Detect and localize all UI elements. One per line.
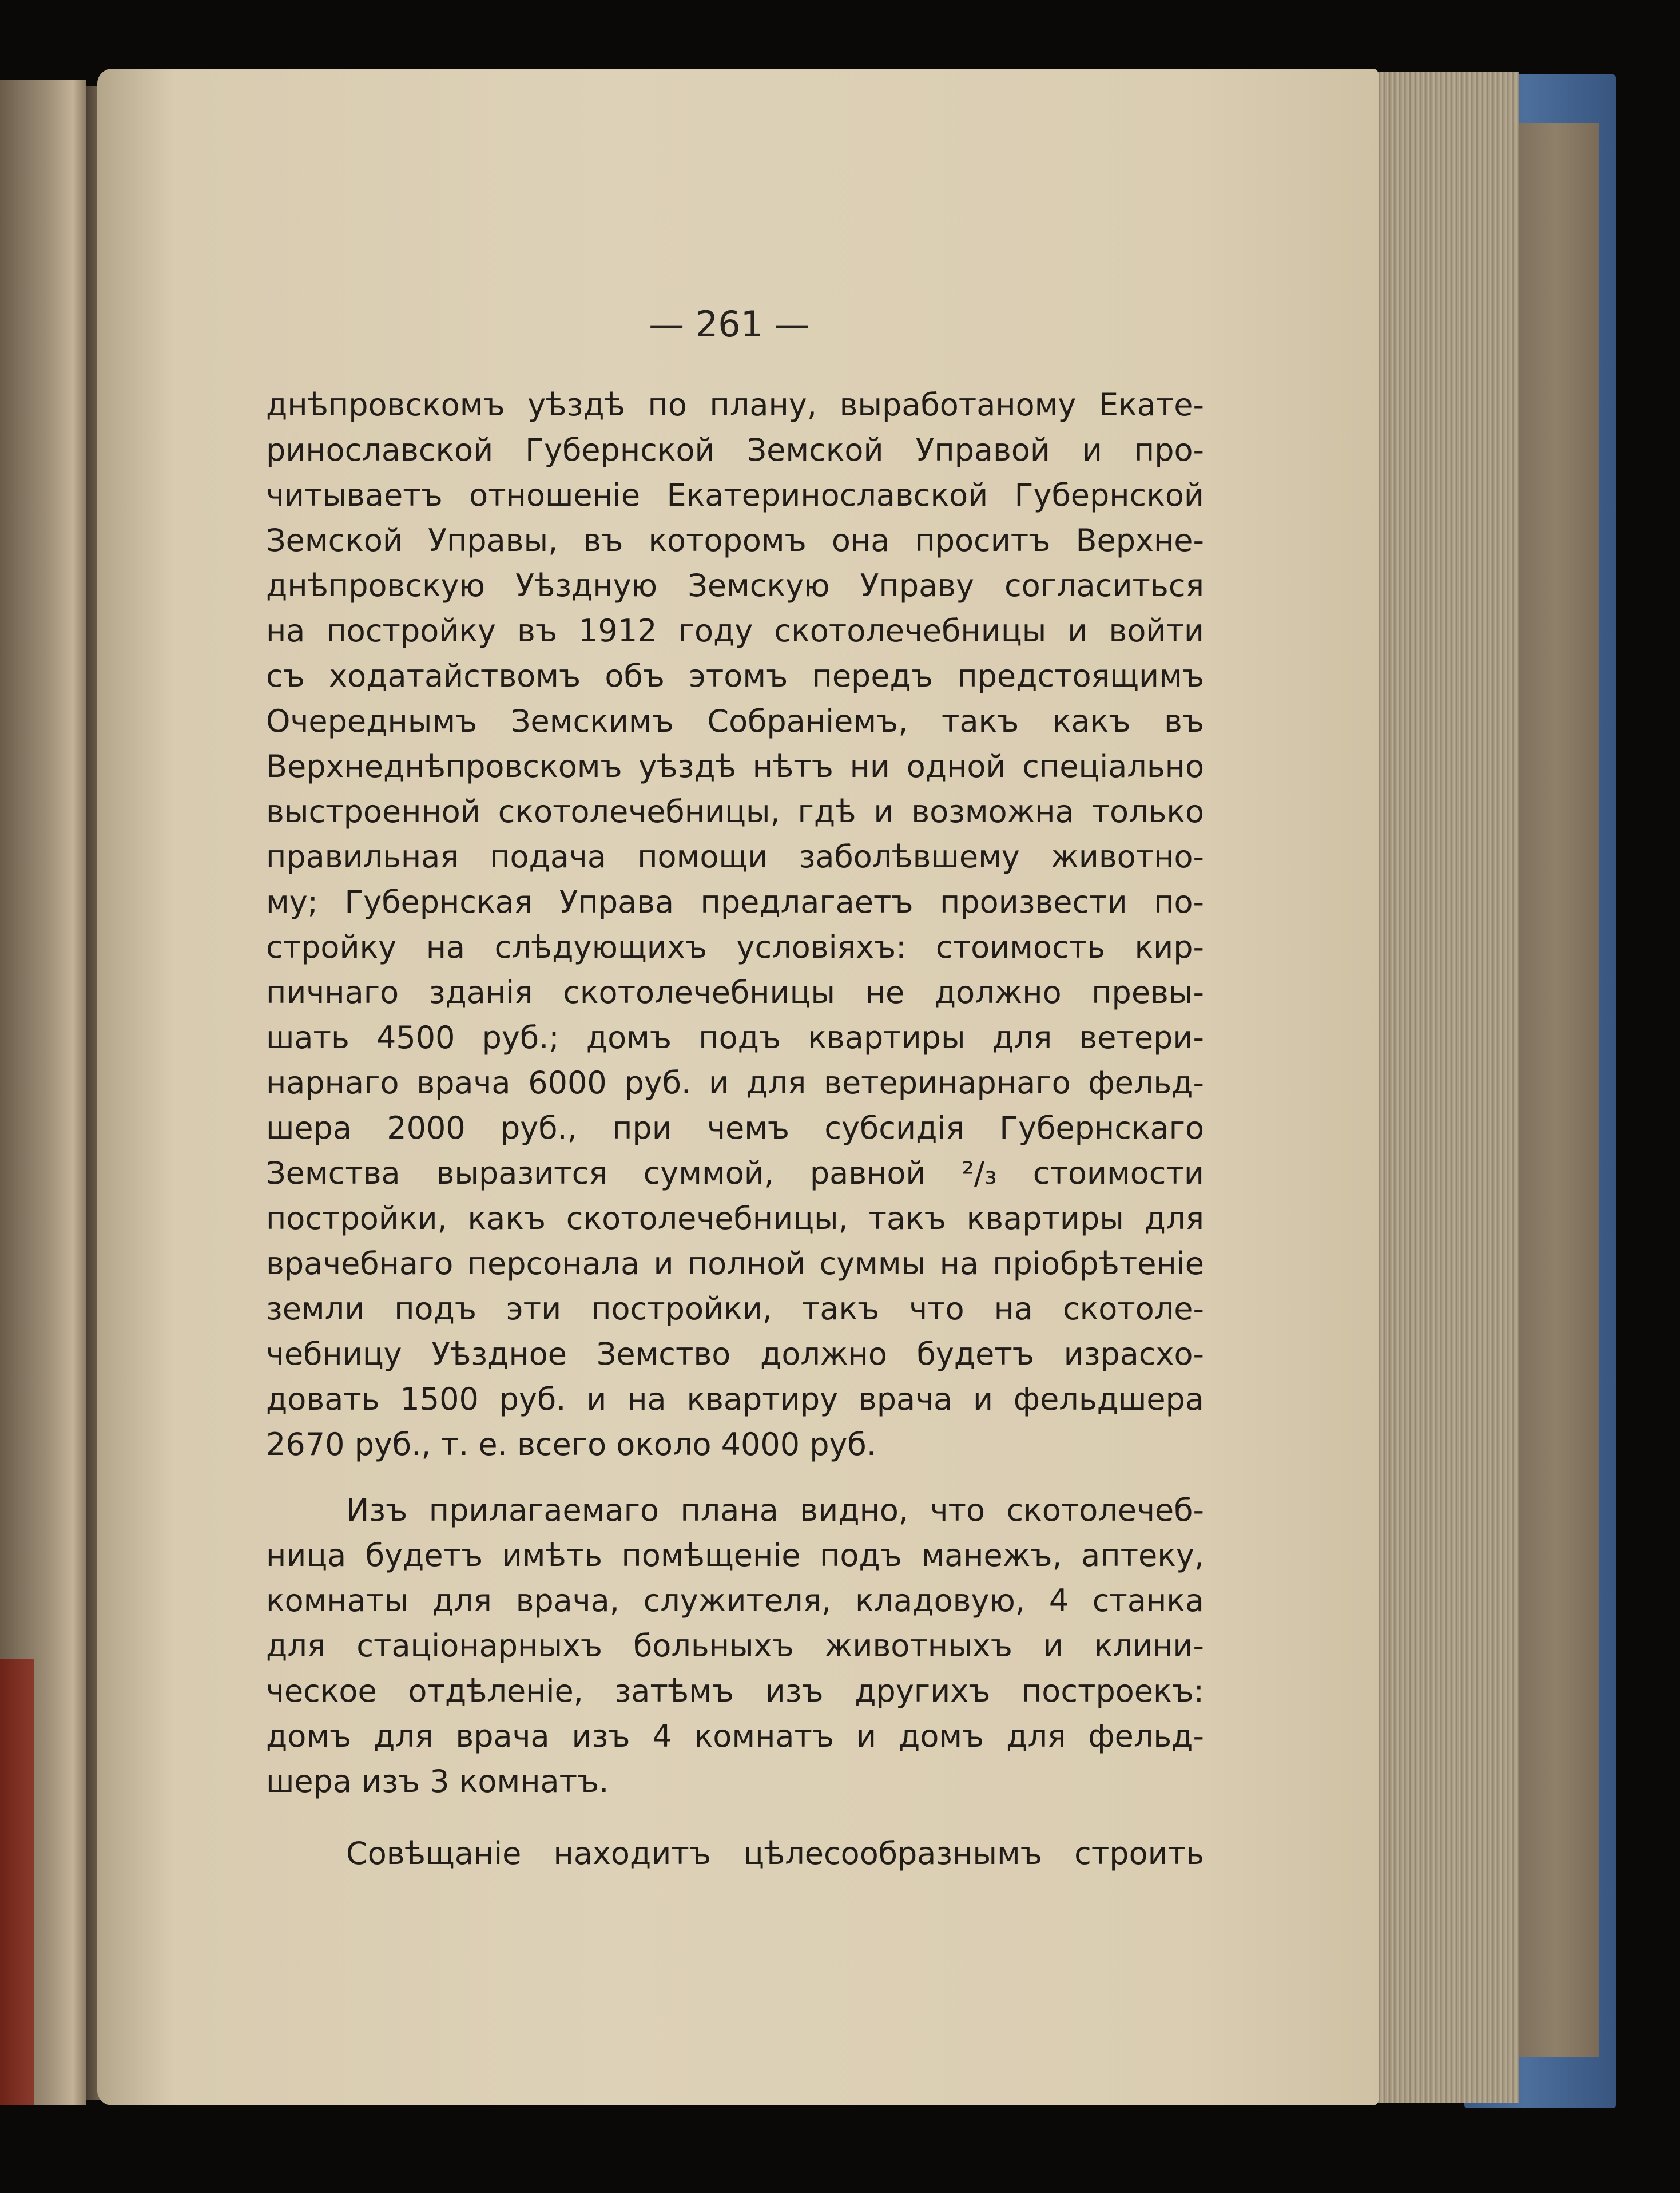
text-line: ринославской Губернской Земской Управой и про-: [266, 432, 1204, 468]
book-page: [97, 69, 1379, 2105]
facing-page-cover: [0, 1659, 34, 2105]
text-line: постройки, какъ скотолечебницы, такъ квартиры для: [266, 1200, 1204, 1236]
paragraph-2: [266, 1488, 1204, 1804]
paragraph-3: [266, 1831, 1204, 1876]
page-stack-edge: [1376, 72, 1519, 2103]
text-line: ница будетъ имѣть помѣщеніе подъ манежъ, аптеку,: [266, 1537, 1204, 1573]
text-line: читываетъ отношеніе Екатеринославской Губернской: [266, 477, 1204, 513]
text-line: пичнаго зданія скотолечебницы не должно превы-: [266, 974, 1204, 1010]
text-line: нарнаго врача 6000 руб. и для ветеринарнаго фельд-: [266, 1065, 1204, 1101]
paragraph-1: [266, 382, 1204, 1467]
text-line: 2670 руб., т. е. всего около 4000 руб.: [266, 1426, 876, 1462]
text-line: Совѣщаніе находитъ цѣлесообразнымъ строить: [346, 1835, 1204, 1871]
text-line: шать 4500 руб.; домъ подъ квартиры для ветери-: [266, 1020, 1204, 1056]
text-line: домъ для врача изъ 4 комнатъ и домъ для фельд-: [266, 1718, 1204, 1754]
text-line: выстроенной скотолечебницы, гдѣ и возможна только: [266, 794, 1204, 830]
text-line: довать 1500 руб. и на квартиру врача и фельдшера: [266, 1381, 1204, 1417]
book-cover-inner: [1513, 123, 1599, 2057]
text-line: стройку на слѣдующихъ условіяхъ: стоимость кир-: [266, 929, 1204, 965]
text-line: ческое отдѣленіе, затѣмъ изъ другихъ построекъ:: [266, 1673, 1204, 1709]
text-line: съ ходатайствомъ объ этомъ передъ предстоящимъ: [266, 658, 1204, 694]
text-line: шера 2000 руб., при чемъ субсидія Губернскаго: [266, 1110, 1204, 1146]
page-number: — 261 —: [649, 303, 810, 345]
text-line: Очереднымъ Земскимъ Собраніемъ, такъ какъ въ: [266, 703, 1204, 739]
text-line: врачебнаго персонала и полной суммы на пріобрѣтеніе: [266, 1246, 1204, 1282]
text-line: Земской Управы, въ которомъ она проситъ Верхне-: [266, 522, 1204, 558]
text-line: на постройку въ 1912 году скотолечебницы и войти: [266, 613, 1204, 649]
text-line: для стаціонарныхъ больныхъ животныхъ и клини-: [266, 1628, 1204, 1664]
text-line: шера изъ 3 комнатъ.: [266, 1763, 609, 1799]
text-line: Земства выразится суммой, равной ²/₃ стоимости: [266, 1155, 1204, 1191]
text-line: чебницу Уѣздное Земство должно будетъ израсхо-: [266, 1336, 1204, 1372]
text-line: Изъ прилагаемаго плана видно, что скотолечеб-: [346, 1492, 1204, 1528]
text-line: днѣпровскую Уѣздную Земскую Управу согласиться: [266, 568, 1204, 604]
text-line: правильная подача помощи заболѣвшему животно-: [266, 839, 1204, 875]
text-line: Верхнеднѣпровскомъ уѣздѣ нѣтъ ни одной спеціально: [266, 748, 1204, 784]
text-line: му; Губернская Управа предлагаетъ произвести по-: [266, 884, 1204, 920]
text-line: земли подъ эти постройки, такъ что на скотоле-: [266, 1291, 1204, 1327]
text-line: днѣпровскомъ уѣздѣ по плану, выработаному Екате-: [266, 387, 1204, 423]
text-line: комнаты для врача, служителя, кладовую, 4 станка: [266, 1583, 1204, 1619]
